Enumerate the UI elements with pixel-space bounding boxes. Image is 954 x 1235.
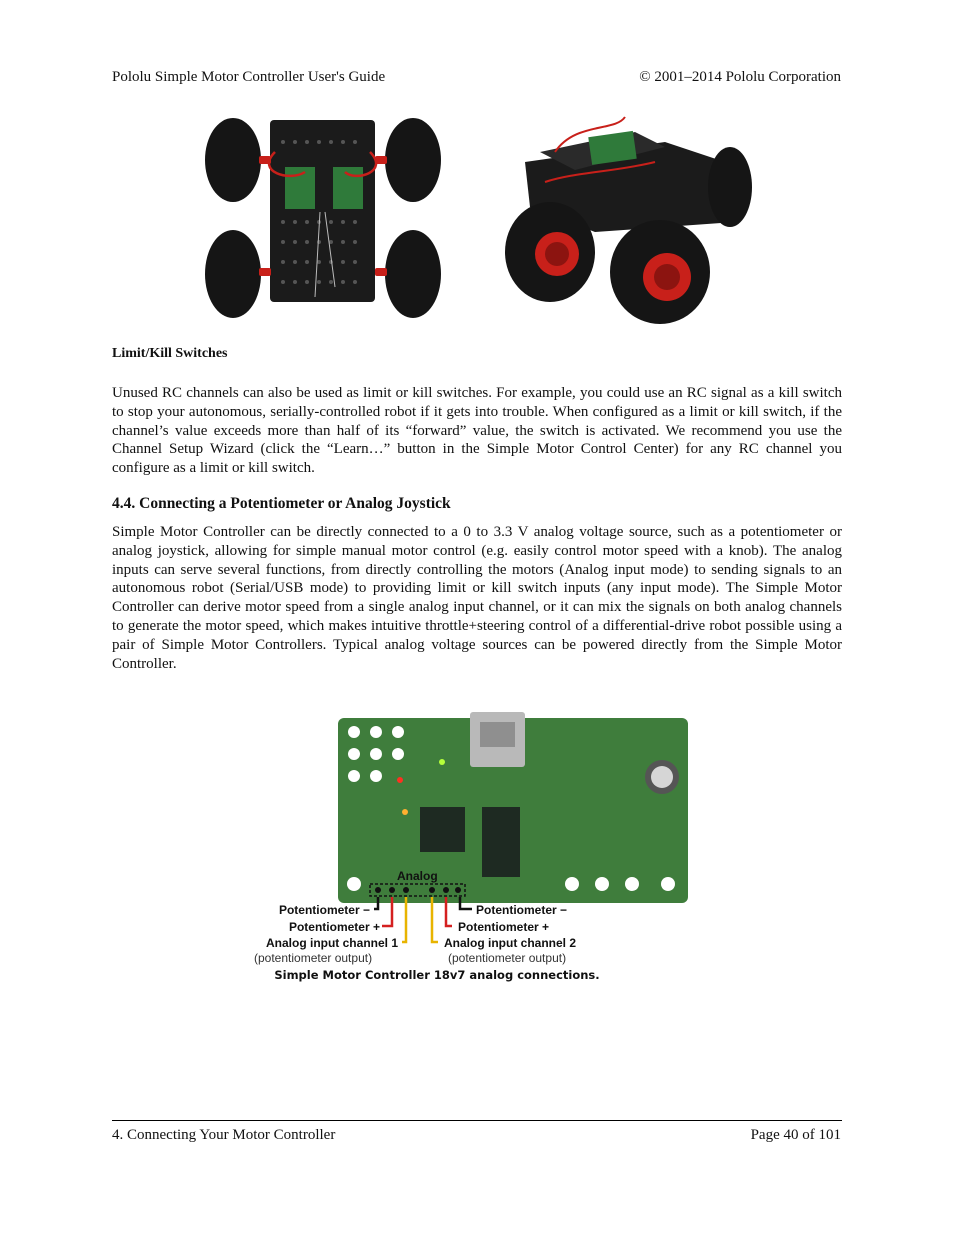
left-note-label: (potentiometer output) [254, 951, 373, 965]
left-pot-plus-label: Potentiometer + [288, 920, 380, 934]
robot-angle-view-photo [505, 117, 752, 324]
board-analog-label: Analog [397, 869, 438, 883]
limit-kill-paragraph: Unused RC channels can also be used as limit or kill switches. For example, you could use an RC signal as a kill switch to stop your autonomous, serially-controlled robot if it gets into trouble. When configured as a limit or kill switch, if the channel’s value exceeds more than half of its “forward” value, the switch is activated. We recommend you use the Channel Setup Wizard (click the “Learn…” button in the Simple Motor Control Center) for any RC channel you configure as a limit or kill switch. [112, 385, 842, 477]
right-pot-minus-label: Potentiometer − [476, 903, 568, 917]
right-note-label: (potentiometer output) [448, 951, 567, 965]
left-pot-minus-label: Potentiometer − [278, 903, 370, 917]
section-paragraph: Simple Motor Controller can be directly connected to a 0 to 3.3 V analog voltage source, such as a potentiometer or analog joystick, allowing for simple manual motor control (e.g. easily control motor speed with a knob). The analog inputs can serve several functions, from directly controlling the motors (Analog input mode) to sending signals to an autonomous robot (Serial/USB mode) to providing limit or kill switch inputs (any input mode). The Simple Motor Controller can derive motor speed from a single analog input channel, or it can mix the signals on both analog channels to generate the motor speed, which makes intuitive throttle+steering control of a differential-drive robot possible using a pair of Simple Motor Controllers. Typical analog voltage sources can be powered directly from the Simple Motor Controller. [112, 524, 842, 672]
footer-page-number: Page 40 of 101 [750, 1127, 841, 1143]
pcb-board-photo [338, 712, 688, 903]
limit-kill-heading: Limit/Kill Switches [112, 346, 228, 361]
right-pot-plus-label: Potentiometer + [458, 920, 550, 934]
analog-connections-figure [252, 712, 702, 972]
figure-caption: Simple Motor Controller 18v7 analog connections. [274, 968, 600, 982]
robot-top-view-photo [205, 118, 441, 318]
footer-chapter: 4. Connecting Your Motor Controller [112, 1127, 336, 1143]
left-channel-label: Analog input channel 1 [265, 936, 398, 950]
running-header-title: Pololu Simple Motor Controller User's Guide [112, 69, 386, 85]
right-channel-label: Analog input channel 2 [444, 936, 577, 950]
footer-rule [112, 1120, 842, 1121]
running-header-copyright: © 2001–2014 Pololu Corporation [639, 69, 841, 85]
robot-photos [195, 112, 765, 327]
section-title: 4.4. Connecting a Potentiometer or Analog Joystick [112, 495, 451, 512]
